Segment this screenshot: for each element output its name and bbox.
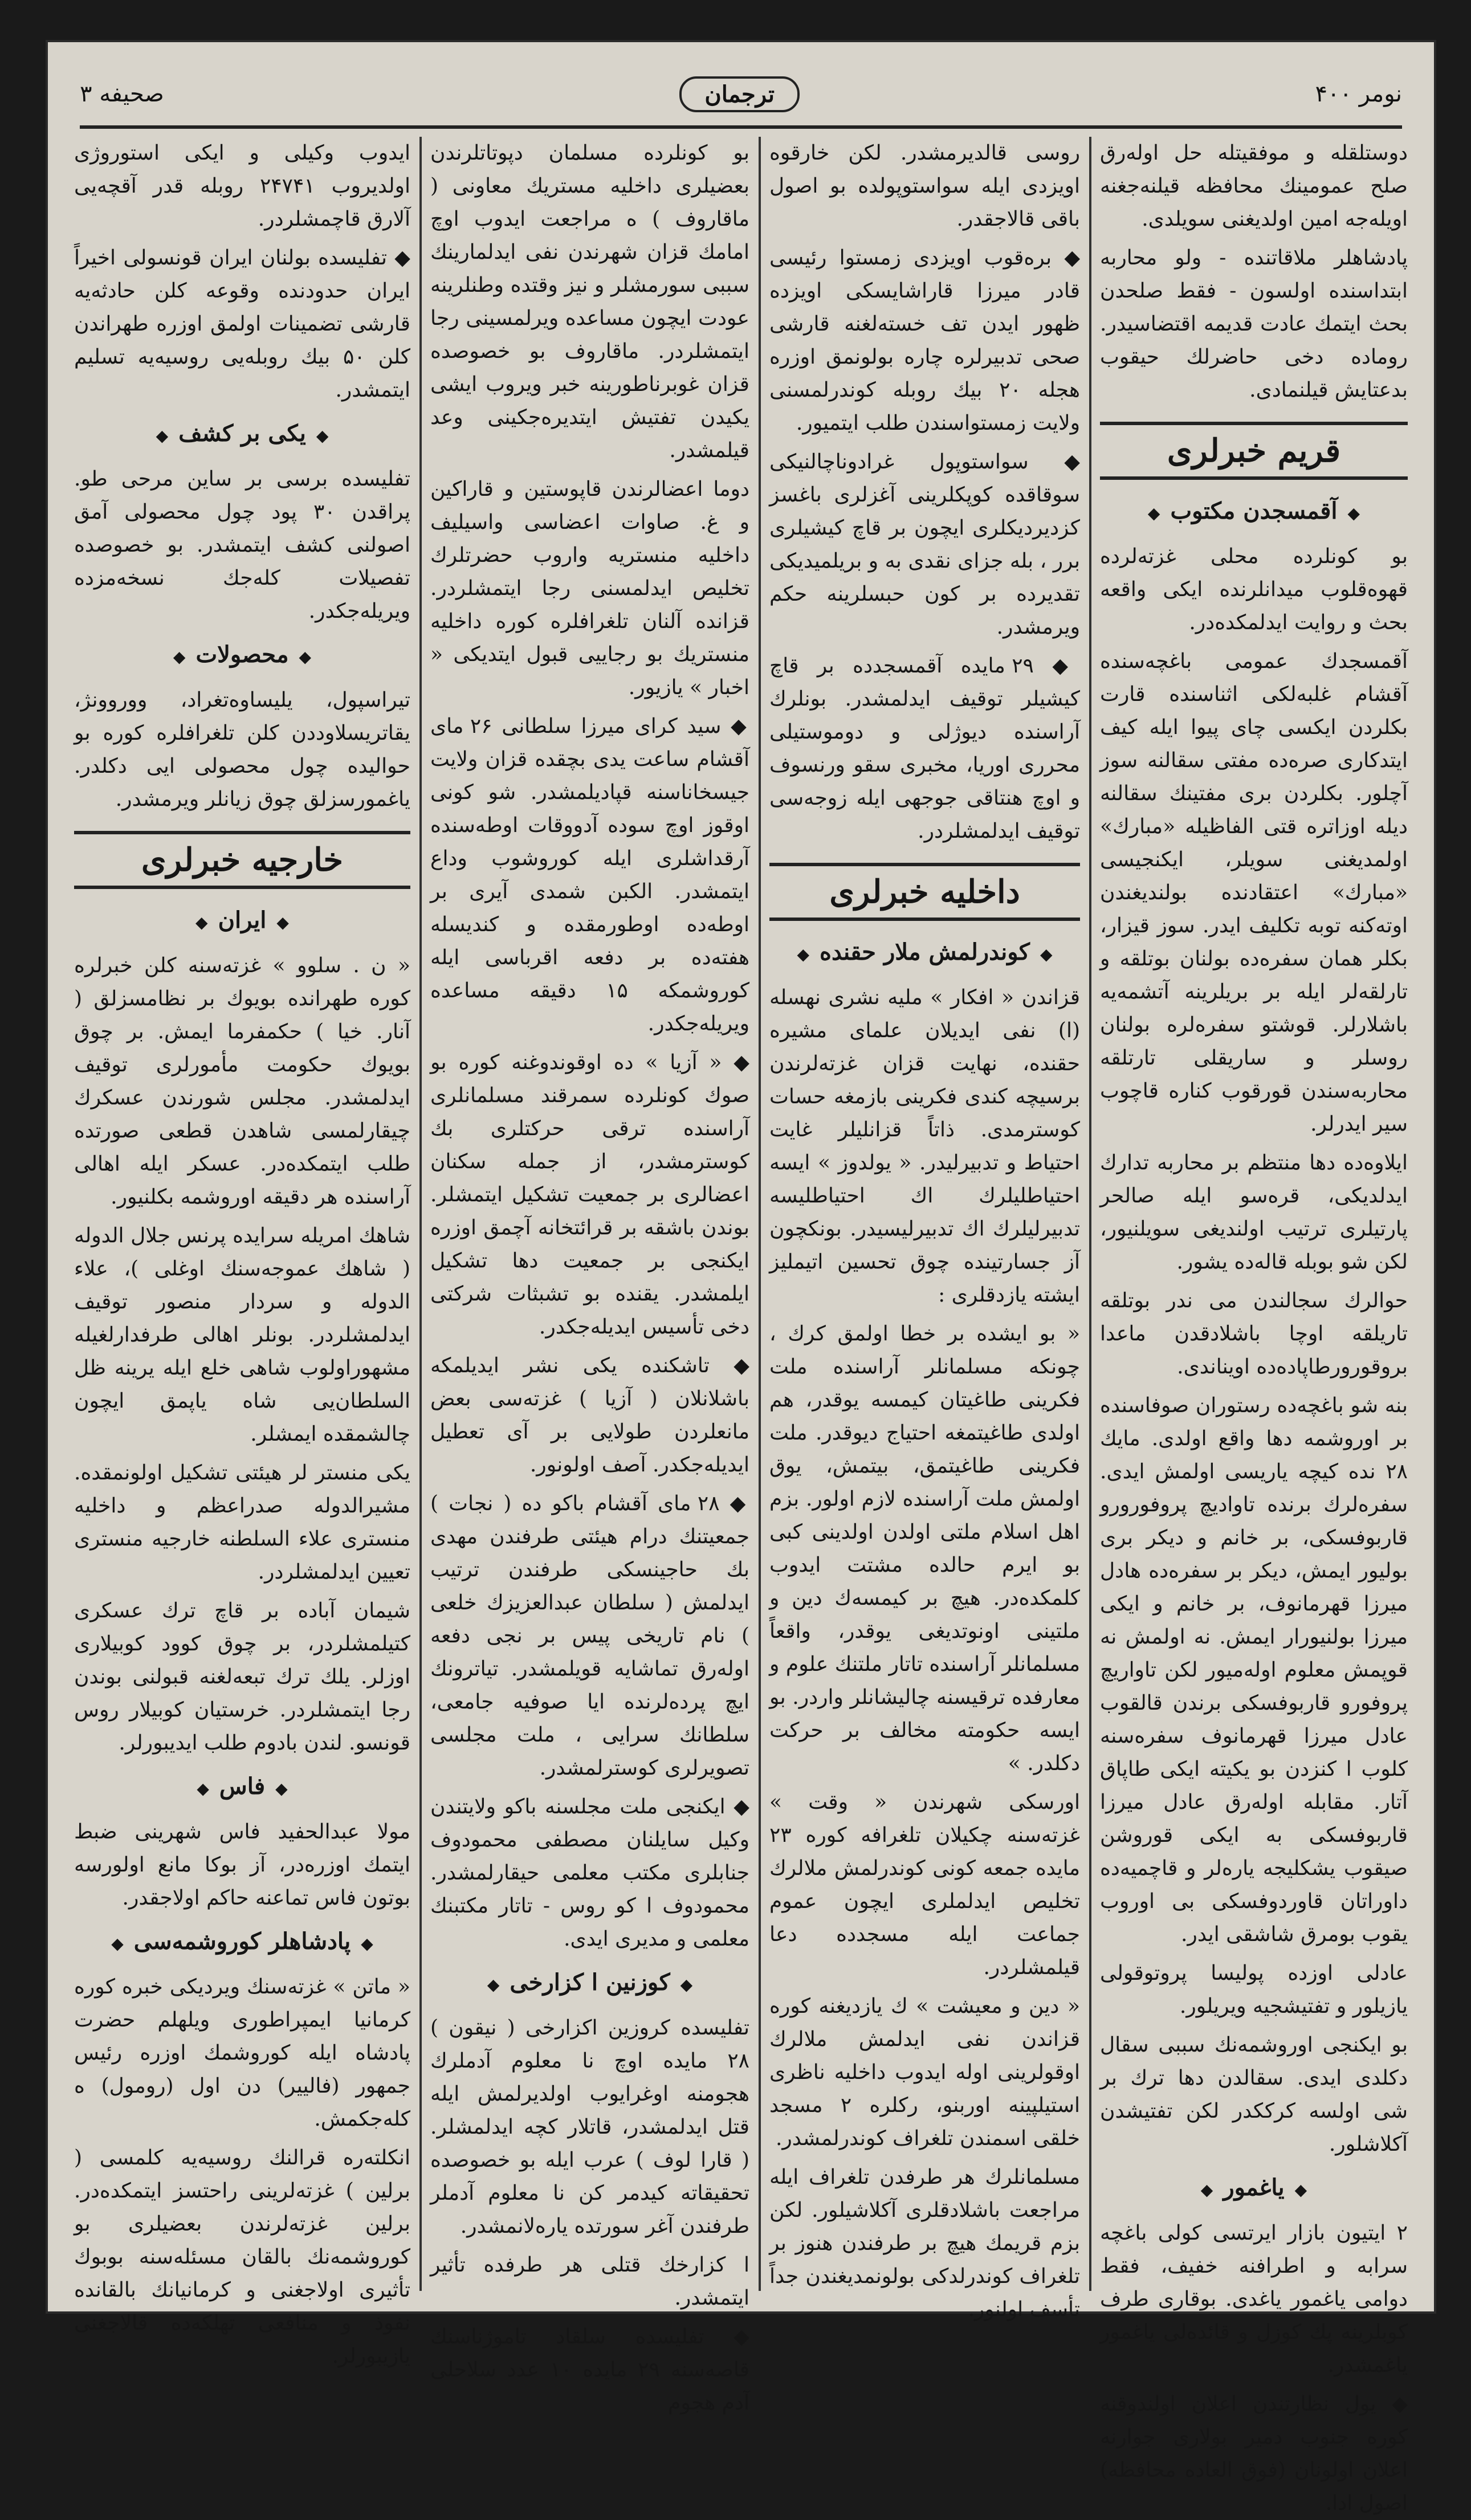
article-paragraph: ◆ ایكنجی ملت مجلسنە باكو ولایتندن وكیل سایلنان مصطفی محمودوف جنابلری مكتب معلمی حیقارلمشدر. محمودوف ا كو روس - تاتار مكتبنك معلمی و مدیری ایدی. <box>430 1795 749 1951</box>
article-heading: ◆ آقمسجدن مكتوب ◆ <box>1100 495 1408 530</box>
column-divider <box>759 137 761 2291</box>
article-paragraph: روسی قالدیرمشدر. لكن خارقوە اویزدی ایلە سواستوپولدە بو اصول باقی قالاجقدر. <box>769 141 1080 231</box>
article-paragraph: بنە شو باغچەدە رستوران صوفاسندە بر اوروشمە دها واقع اولدی. مایك ۲۸ ندە كیچە یاریسی اولمش ایدی. سفرەلرك برندە تاوادیچ پروفورورو قاربوفسكی، بر خانم و دیكر بری بولیور ایمش، دیكر بر سفرەدە هادل میرزا قهرمانوف، بر خانم و ایكی میرزا بولنیورار ایمش. نە اولمش نە قوپمش معلوم اولەمیور لكن تاواریچ پروفورو قاربوفسكی برندن قالقوب عادل میرزا قهرمانوف سفرەسنە كلوب ا كنزدن بو یكیتە ایكی طاپاق آتار. مقابلە اولەرق عادل میرزا قاربوفسكی بە ایكی قوروشن صیقوب یشكلیجە یارەلر و قاچمیەدە داوراتان قاوردوفسكی بی اوروب یقوب بومرق شاشقی ایدر. <box>1100 1394 1408 1946</box>
article-heading: ◆ ایران ◆ <box>74 904 410 939</box>
article-paragraph: بو كونلردە مسلمان دپوتاتلرندن بعضیلری داخلیە مستریك معاونی ( ماقاروف ) ە مراجعت ایدوب اوچ امامك قزان شهرندن نفی ایدلمارینك سببی سورمشلر و نیز وقتدە وطنلرینە عودت ایچون مساعدە ویرلمسینی رجا ایتمشلردر. ماقاروف بو خصوصدە قزان غوبرناطورینە خبر ویروب ایشی یكیدن تفتیش ایتدیرەجكینی وعد قیلمشدر. <box>430 141 749 462</box>
article-paragraph: ◆ ۲۹ مایدە آقمسجددە بر قاچ كیشیلر توقیف ایدلمشدر. بونلرك آراسندە دیوژلی و دوموستیلی محرری اوریا، مخبری سقو ورنسوف و اوچ هنتاقی جوجهی ایلە زوجەسی توقیف ایدلمشلردر. <box>769 654 1080 843</box>
article-paragraph: تفلیسدە برسی بر ساین مرحی طو. پراقدن ۳۰ پود چول محصولی آمق اصولنی كشف ایتمشدر. بو خصوصدە تفصیلات كلەجك نسخەمزدە ویریلەجكدر. <box>74 467 410 623</box>
article-heading: ◆ یاغمور ◆ <box>1100 2171 1408 2207</box>
article-paragraph: ◆ تفلیسدە سلقاد تاموژناسنك قاصەسنە ۲۹ مایدە ۱۰ عدد سلاحلی آدم هجوم <box>430 2325 750 2415</box>
column-2 <box>769 137 1080 2321</box>
article-paragraph: ۲ ایتیون بازار ایرتسی كولی باغچە سرابە و اطرافنە خفیف، فقط دوامی یاغمور یاغدی. بوقاری طرف كوبلرینە پك كوزل و قائدەلی یاغمور یاغمشدر. <box>1100 2221 1408 2377</box>
article-paragraph: ایدوب وكیلی و ایكی استوروژی اولدیروب ۲۴۷۴۱ روبلە قدر آقچەیی آلارق قاچمشلردر. <box>74 141 411 231</box>
article-paragraph: ◆ « آزیا » دە اوقوندوغنە كورە بو صوك كونلردە سمرقند مسلمانلری آراسندە ترقی حركتلری بك كوسترمشدر، از جملە سكنان اعضالری بر جمعیت تشكیل ایتمشلر. بوندن باشقە بر قرائتخانە آچمق اوزرە ایكنجی بر جمعیت دها تشكیل ایلمشدر. یقندە بو تشبثات شركتی دخی تأسیس ایدیلەجكدر. <box>430 1051 749 1339</box>
newspaper-title: ترجمان <box>679 76 800 112</box>
article-paragraph: ◆ یول نظارتندن اعلان اولندوقنە كورە جنوب دمیر بولاری جوارنە اعلان اولونان (فوق العادە محافظە) اصول ادا. <box>1100 2392 1408 2515</box>
article-paragraph: تیراسپول، یلیساوەتغراد، ووروونژ، یقاتریسلاوددن كلن تلغرافلرە كورە بو حوالیدە چول محصولی ایی دكلدر. یاغمورسزلق چوق زیانلر ویرمشدر. <box>74 688 410 811</box>
article-paragraph: مولا عبدالحفید فاس شهرینی ضبط ایتمك اوزرەدر، آز بوكا مانع اولورسە بوتون فاس تماعنە حاكم اولاجقدر. <box>74 1820 410 1910</box>
page-number: صحیفه ۳ <box>80 81 164 107</box>
article-heading: ◆ یكی بر كشف ◆ <box>74 417 410 452</box>
newspaper-page <box>46 40 1436 2515</box>
article-paragraph: ◆ سواستوپول غرادوناچالنیكی سوقاقدە كوپكلرینی آغزلری باغسز كزدیردیكلری ایچون بر قاچ كیشیلری برر ، بلە جزای نقدی بە و بریلمیدیكی تقدیردە بر كون حبسلرینە حكم ویرمشدر. <box>769 450 1080 639</box>
article-paragraph: « دین و معیشت » ك یازدیغنە كورە قزاندن نفی ایدلمش ملالرك اوقولرینی اولە ایدوب داخلیە ناظری استیلپینە اوربنو، ركلرە ۲ مسجد خلقی اسمندن تلغراف كوندرلمشدر. <box>769 1995 1080 2150</box>
article-heading: ◆ كوندرلمش ملار حقندە ◆ <box>769 936 1080 971</box>
column-1 <box>1100 137 1408 2515</box>
article-paragraph: ا كزارخك قتلی هر طرفدە تأثیر ایتمشدر. <box>430 2253 749 2310</box>
article-paragraph: انكلتەرە قرالنك روسیەیە كلمسی ( برلین ) غزتەلرینی راحتسز ایتمكدەدر. برلین غزتەلرندن بعضیلری بو كوروشمەنك بالقان مسئلەسنە بوبوك تأثیری اولاجغنی و كرمانیانك بالقاندە نفوذ و منافعی تهلكەدە قالاجغنی یازیبورلر. <box>74 2146 410 2368</box>
article-paragraph: ایلاوەدە دها منتظم بر محاربە تدارك ایدلدیكی، قرەسو ایلە صالحر پارتیلری ترتیب اولندیغی سویلنیور، لكن شو بوبلە قالەدە یشور. <box>1100 1151 1408 1274</box>
article-heading: ◆ كوزنین ا كزارخی ◆ <box>430 1966 749 2001</box>
masthead <box>80 63 1402 129</box>
article-paragraph: مسلمانلرك هر طرفدن تلغراف ایلە مراجعت باشلادقلری آكلاشیلور. لكن بزم قریمك هیچ بر طرفندن هنوز بر تلغراف كوندرلدكی بولونمدیغندن جداً تأسف اولنور. <box>769 2166 1080 2321</box>
article-paragraph: حوالرك سجالندن می ندر بوتلقە تاریلقە اوچا باشلادقدن ماعدا بروقورورطاپادەدە اویناندی. <box>1100 1289 1408 1379</box>
article-paragraph: دوستلقلە و موفقیتلە حل اولەرق صلح عمومینك محافظە قیلنەجغنە اویلەجە امین اولدیغنی سویلدی. <box>1100 141 1408 231</box>
article-paragraph: اورسكی شهرندن « وقت » غزتەسنە چكیلان تلغرافە كورە ۲۳ مایدە جمعە كونی كوندرلمش ملالرك تخلیص ایدلملری ایچون عموم جماعت ایلە مسجددە دعا قیلمشلردر. <box>769 1791 1080 1979</box>
article-paragraph: یكی منستر لر هیئتی تشكیل اولونمقدە. مشیرالدولە صدراعظم و داخلیە منستری علاء السلطنە خارجیە منستری تعیین ایدلمشلردر. <box>74 1461 410 1584</box>
article-heading: ◆ محصولات ◆ <box>74 638 410 674</box>
article-paragraph: ◆ تاشكندە یكی نشر ایدیلمكە باشلانلان ( آزیا ) غزتەسی بعض مانعلردن طولایی بر آی تعطیل ایدیلەجكدر. آصف اولونور. <box>430 1354 749 1477</box>
column-3 <box>430 137 750 2415</box>
article-paragraph: ◆ تفلیسدە بولنان ایران قونسولی اخیراً ایران حدودندە وقوعە كلن حادثەیە قارشی تضمینات اولمق اوزرە طهراندن كلن ۵۰ بیك روبلەیی روسیەیە تسلیم ایتمشدر. <box>74 246 410 402</box>
column-divider <box>419 137 422 2291</box>
column-4 <box>74 137 411 2368</box>
section-heading: داخلیە خبرلری <box>769 863 1080 921</box>
article-paragraph: دوما اعضالرندن قاپوستین و قاراكین و غ. صاوات اعضاسی واسیلیف داخلیە منستریە واروب حضرتلرك تخلیص ایدلمسنی رجا ایتمشلردر. قزاندە آلنان تلغرافلرە كورە داخلیە منستریك بو رجاییی قبول ایتدیكی « اخبار » یازیور. <box>430 478 749 699</box>
article-paragraph: بو كونلردە محلی غزتەلردە قهوەقلوب میدانلرندە ایكی واقعە بحث و روایت ایدلمكدەدر. <box>1100 545 1408 634</box>
article-paragraph: تفلیسدە كروزین اكزارخی ( نیقون ) ۲۸ مایدە اوچ نا معلوم آدملرك هجومنە اوغرایوب اولدیرلمش ایلە قتل ایدلمشدر، قاتلار كچە ایدلمشلر. ( قارا لوف ) عرب ایلە بو خصوصدە تحقیقاتە كیدمر كن نا معلوم آدملر طرفندن آغر سورتدە یارەلانمشدر. <box>430 2016 749 2238</box>
section-heading: قریم خبرلری <box>1100 422 1408 480</box>
article-heading: ◆ فاس ◆ <box>74 1770 410 1805</box>
article-paragraph: ◆ برەقوب اویزدی زمستوا رئیسی قادر میرزا قاراشایسكی اویزدە ظهور ایدن تف خستەلغنە قارشی صحی تدبیرلرە چارە بولونمق اوزرە هجلە ۲۰ بیك روبلە كوندرلمسنی ولایت زمستواسندن طلب ایتمیور. <box>769 246 1080 435</box>
column-divider <box>1089 137 1091 2291</box>
article-paragraph: شاهك امریلە سرایدە پرنس جلال الدولە ( شاهك عموجەسنك اوغلی )، علاء الدولە و سردار منصور توقیف ایدلمشلردر. بونلر اهالی طرفدارلغیلە مشهوراولوب شاهی خلع ایلە یرینە ظل السلطان‌یی شاه یاپمق ایچون چالشمقدە ایمشلر. <box>74 1224 410 1446</box>
issue-number: نومر ۴۰۰ <box>1315 81 1402 107</box>
section-heading: خارجیە خبرلری <box>74 831 410 889</box>
article-paragraph: ◆ ۲۸ مای آقشام باكو دە ( نجات ) جمعیتنك درام هیئتی طرفندن مهدی بك حاجینسكی طرفندن ترتیب ایدلمش ( سلطان عبدالعزیزك خلعی ) نام تاریخی پیس بر نجی دفعە اولەرق تماشایە قویلمشدر. تیاترونك ایچ پردەلرندە ایا صوفیە جامعی، سلطانك سرایی ، ملت مجلسی تصویرلری كوسترلمشدر. <box>430 1492 749 1780</box>
article-paragraph: « ن . سلوو » غزتەسنە كلن خبرلرە كورە طهراندە بویوك بر نظامسزلق ( آنار. خیا ) حكمفرما ایمش. بر چوق بویوك حكومت مأمورلری توقیف ایدلمشدر. مجلس شورندن عسكرك چیقارلمسی شاهدن قطعی صورتدە طلب ایتمكدەدر. عسكر ایلە اهالی آراسندە هر دقیقە اوروشمە بكلنیور. <box>74 954 410 1209</box>
article-paragraph: شیمان آبادە بر قاچ ترك عسكری كتیلمشلردر، بر چوق كوود كوبیلاری اوزلر. یلك ترك تبعەلغنە قبولنی بوندن رجا ایتمشلردر. خرستیان كوبیلار روس قونسو. لندن بادوم طلب ایدیبورلر. <box>74 1599 410 1755</box>
article-paragraph: عادلی اوزدە پولیسا پروتوقولی یازیلور و تفتیشجیە ویریلور. <box>1100 1962 1408 2018</box>
article-paragraph: ◆ سید كرای میرزا سلطانی ۲۶ مای آقشام ساعت یدی بچقدە قزان ولایت جیسخاناسنە قپادیلمشدر. شو كونی اوقوز اوچ سوده آدووقات اوطەسندە آرقداشلری ایلە كوروشوب وداع ایتمشدر. الكبن شمدی آیری بر اوطەدە اوطورمقدە و كندیسلە هفتەدە بر دفعە اقرباسی ایلە كوروشمكە ۱۵ دقیقە مساعدە ویریلەجكدر. <box>430 715 750 1035</box>
article-paragraph: پادشاهلر ملاقاتندە - ولو محاربە ابتداسندە اولسون - فقط صلحدن بحث ایتمك عادت قدیمە اقتضاسیدر. رومادە دخی حاضرلك حیقوب بدعتایش قیلنمادی. <box>1100 246 1408 402</box>
article-paragraph: بو ایكنجی اوروشمەنك سببی سقال دكلدی ایدی. سقالدن دها ترك بر شی اولسە كرككدر لكن تفتیشدن آكلاشلور. <box>1100 2033 1408 2156</box>
article-paragraph: « ماتن » غزتەسنك ویردیكی خبرە كورە كرمانیا ایمپراطوری ویلهلم حضرت پادشاه ایلە كوروشمك اوزرە رئیس جمهور (فالییر) دن اول (رومول) ە كلەجكمش. <box>74 1975 410 2131</box>
article-heading: ◆ پادشاهلر كوروشمەسی ◆ <box>74 1925 410 1960</box>
article-paragraph: « بو ایشدە بر خطا اولمق كرك ، چونكە مسلمانلر آراسندە ملت فكرینی طاغیتان كیمسە یوقدر، هم اولدی طاغیتمغە احتیاج دیوقدر. ملت فكرینی طاغیتمق، بیتمش، یوق اولمش ملت آراسندە لازم اولور. بزم اهل اسلام ملتی اولدن اولدینی كبی بو ایرم حالدە مشتت ایدوب كلمكدەدر. هیچ بر كیمسەك دین و ملتینی اونوتدیغی یوقدر، واقعاً مسلمانلر آراسندە تاتار ملتنك علوم و معارفدە ترقیسنە چالیشانلر واردر. بو ایسە حكومتە مخالف بر حركت دكلدر. » <box>769 1322 1080 1775</box>
article-paragraph: قزاندن « افكار » ملیە نشری نهسلە (ا) نفی ایدیلان علمای مشیرە حقندە، نهایت قزان غزتەلرندن برسیچە كندی فكرینی بازمغە حسات كوسترمدی. ذاتاً قزانلیلر غایت احتیاط و تدبیرلیدر. « یولدوز » ایسە احتیاطلیلرك اك احتیاطلیسە تدبیرلیلرك اك تدبیرلیسیدر. بونكچون آز جسارتیندە چوق تحسین اتیملیز ایشتە یازدقلری : <box>769 986 1080 1307</box>
article-paragraph: آقمسجدك عمومی باغچەسندە آقشام غلبەلكی اثناسندە قارت بكلردن ایكسی چای پیوا ایلە كیف ایتدكاری صرەدە مفتی سقالنە سوز آچلور. بكلردن بری مفتینك سقالنە دیلە اوزاترە قتی الفاظیلە «مبارك» اولمدیغنی سویلر، ایكنجیسی «مبارك» اعتقادندە بولندیغندن اوتەكنە توبە تكلیف ایدر. سوز قیزار، بكلر همان سفرەدە بولنان بوتلقە و تارلقەلر ایلە بر بریلرینە آتشمەیە باشلارلر. قوشتو سفرەلرە بولنان روسلر و ساریقلی تارتلقە محاربەسندن قورقوب كنارە قاچوب سیر ایدرلر. <box>1100 650 1408 1136</box>
